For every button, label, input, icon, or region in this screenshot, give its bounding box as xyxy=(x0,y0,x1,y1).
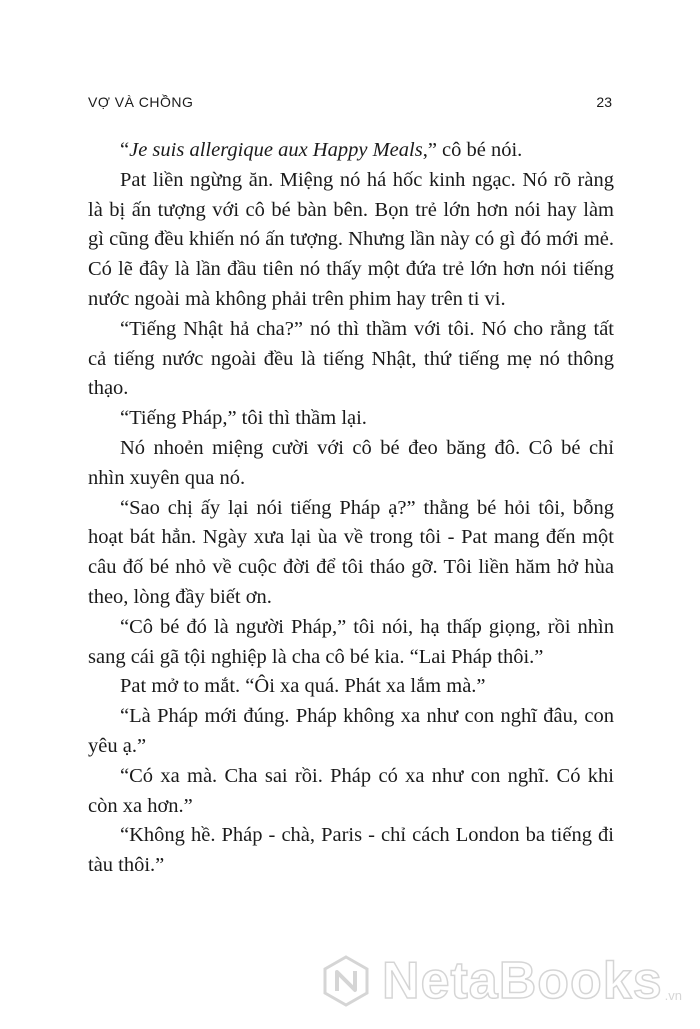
paragraph-6: “Sao chị ấy lại nói tiếng Pháp ạ?” thằng bé hỏi tôi, bỗng hoạt bát hẳn. Ngày xưa lại ùa về trong tôi - Pat mang đến một câu đố bé nhỏ về cuộc đời để tôi tháo gỡ. Tôi liền hăm hở hùa theo, lòng đầy biết ơn. xyxy=(88,496,614,608)
watermark xyxy=(318,945,682,1009)
netabooks-logo-icon xyxy=(318,953,374,1009)
paragraph-1-prefix: “ xyxy=(120,139,130,161)
page-number: 23 xyxy=(596,94,612,110)
watermark-brand: NetaBooks xyxy=(382,952,663,1010)
watermark-suffix: .vn xyxy=(664,988,682,1003)
paragraph-1-text: ,” cô bé nói. xyxy=(422,139,523,161)
paragraph-1 xyxy=(88,136,614,166)
paragraph-10: “Có xa mà. Cha sai rồi. Pháp có xa như con nghĩ. Có khi còn xa hơn.” xyxy=(88,764,614,817)
paragraph-7: “Cô bé đó là người Pháp,” tôi nói, hạ thấp giọng, rồi nhìn sang cái gã tội nghiệp là cha cô bé kia. “Lai Pháp thôi.” xyxy=(88,615,614,668)
page-header xyxy=(88,94,612,114)
paragraph-2: Pat liền ngừng ăn. Miệng nó há hốc kinh ngạc. Nó rõ ràng là bị ấn tượng với cô bé bàn bên. Bọn trẻ lớn hơn nói hay làm gì cũng đều khiến nó ấn tượng. Nhưng lần này có gì đó mới mẻ. Có lẽ đây là lần đầu tiên nó thấy một đứa trẻ lớn hơn nói tiếng nước ngoài mà không phải trên phim hay trên ti vi. xyxy=(88,168,614,310)
paragraph-5: Nó nhoẻn miệng cười với cô bé đeo băng đô. Cô bé chỉ nhìn xuyên qua nó. xyxy=(88,436,614,489)
paragraph-9: “Là Pháp mới đúng. Pháp không xa như con nghĩ đâu, con yêu ạ.” xyxy=(88,705,614,757)
paragraph-1-italic: Je suis allergique aux Happy Meals xyxy=(129,139,423,161)
paragraph-3: “Tiếng Nhật hả cha?” nó thì thầm với tôi. Nó cho rằng tất cả tiếng nước ngoài đều là tiếng Nhật, thứ tiếng mẹ nó thông thạo. xyxy=(88,317,614,400)
body-text xyxy=(88,136,614,881)
paragraph-4: “Tiếng Pháp,” tôi thì thầm lại. xyxy=(120,407,367,430)
paragraph-11: “Không hề. Pháp - chà, Paris - chỉ cách London ba tiếng đi tàu thôi.” xyxy=(88,824,614,877)
paragraph-8: Pat mở to mắt. “Ôi xa quá. Phát xa lắm mà.” xyxy=(120,675,486,698)
running-head: VỢ VÀ CHỒNG xyxy=(88,94,194,110)
